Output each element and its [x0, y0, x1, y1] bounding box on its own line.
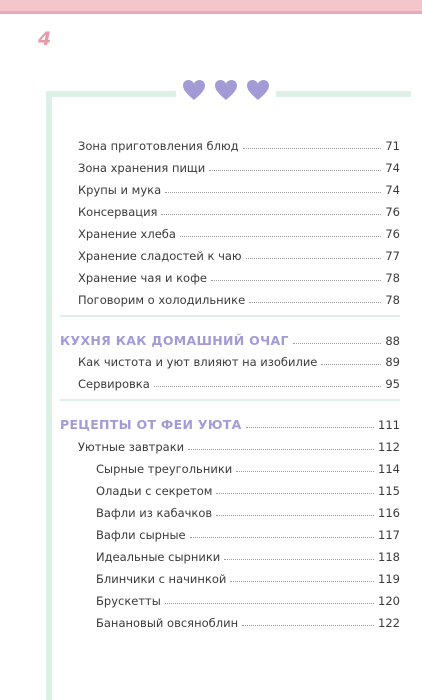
- toc-entry[interactable]: [78, 351, 400, 369]
- toc-entry[interactable]: [78, 267, 400, 285]
- toc-entry-page: 77: [385, 249, 400, 263]
- toc-entry[interactable]: [78, 201, 400, 219]
- heart-icon: [182, 79, 206, 101]
- toc-entry-title: Поговорим о холодильнике: [78, 293, 246, 307]
- toc-entry-page: 74: [385, 183, 400, 197]
- toc-subentry[interactable]: [96, 480, 400, 498]
- toc-entry-page: 95: [385, 377, 400, 391]
- dot-leader: [246, 427, 374, 428]
- toc-entry-title: Консервация: [78, 205, 158, 219]
- toc-entry-title: Вафли сырные: [96, 528, 186, 542]
- toc-subentry[interactable]: [96, 568, 400, 586]
- heart-icon: [214, 79, 238, 101]
- toc-subentry[interactable]: [96, 524, 400, 542]
- toc-entry-title: Уютные завтраки: [78, 440, 185, 454]
- dot-leader: [165, 192, 381, 193]
- toc-section[interactable]: [60, 414, 400, 432]
- toc-entry-page: 71: [385, 139, 400, 153]
- dot-leader: [243, 148, 382, 149]
- toc-subentry[interactable]: [96, 612, 400, 630]
- toc-section-title: КУХНЯ КАК ДОМАШНИЙ ОЧАГ: [60, 333, 289, 348]
- dot-leader: [293, 343, 382, 344]
- toc-entry-page: 74: [385, 161, 400, 175]
- dot-leader: [216, 493, 374, 494]
- heart-icon: [246, 79, 270, 101]
- hearts-ornament: [176, 79, 276, 107]
- toc-entry-title: Оладьи с секретом: [96, 484, 213, 498]
- toc-section-title: РЕЦЕПТЫ ОТ ФЕИ УЮТА: [60, 417, 242, 432]
- toc-entry[interactable]: [78, 223, 400, 241]
- toc-section-page: 111: [378, 418, 400, 432]
- toc-entry[interactable]: [78, 289, 400, 307]
- toc-entry-title: Банановый овсяноблин: [96, 616, 239, 630]
- dot-leader: [165, 603, 374, 604]
- dot-leader: [230, 581, 374, 582]
- dot-leader: [246, 258, 382, 259]
- toc-entry-page: 76: [385, 227, 400, 241]
- page-number: 4: [38, 28, 52, 50]
- toc-entry-page: 89: [385, 355, 400, 369]
- toc-entry-title: Как чистота и уют влияют на изобилие: [78, 355, 318, 369]
- toc-entry-page: 115: [378, 484, 400, 498]
- toc-entry-page: 76: [385, 205, 400, 219]
- toc-entry-title: Зона хранения пищи: [78, 161, 206, 175]
- dot-leader: [190, 537, 374, 538]
- toc-entry-title: Сервировка: [78, 377, 150, 391]
- toc-entry-page: 78: [385, 293, 400, 307]
- toc-entry-title: Сырные треугольники: [96, 462, 233, 476]
- toc-entry[interactable]: [78, 373, 400, 391]
- toc-entry-page: 119: [378, 572, 400, 586]
- toc-entry-page: 120: [378, 594, 400, 608]
- dot-leader: [180, 236, 381, 237]
- dot-leader: [236, 471, 374, 472]
- toc-entry-title: Хранение чая и кофе: [78, 271, 207, 285]
- toc-entry-title: Брускетты: [96, 594, 161, 608]
- toc-entry-title: Хранение хлеба: [78, 227, 176, 241]
- toc-entry-page: 117: [378, 528, 400, 542]
- toc-entry-title: Идеальные сырники: [96, 550, 221, 564]
- dot-leader: [154, 386, 382, 387]
- toc-entry[interactable]: [78, 135, 400, 153]
- toc-entry-title: Вафли из кабачков: [96, 506, 213, 520]
- toc-entry[interactable]: [78, 436, 400, 454]
- dot-leader: [209, 170, 381, 171]
- toc-entry[interactable]: [78, 179, 400, 197]
- dot-leader: [242, 625, 374, 626]
- toc-entry-page: 118: [378, 550, 400, 564]
- section-divider: [60, 315, 400, 317]
- toc-subentry[interactable]: [96, 546, 400, 564]
- toc-section[interactable]: [60, 330, 400, 348]
- toc-entry-page: 78: [385, 271, 400, 285]
- dot-leader: [188, 449, 374, 450]
- dot-leader: [224, 559, 374, 560]
- dot-leader: [321, 364, 381, 365]
- section-divider: [60, 399, 400, 401]
- dot-leader: [161, 214, 381, 215]
- toc-section-page: 88: [385, 334, 400, 348]
- top-decorative-strip: [0, 0, 422, 14]
- toc-entry[interactable]: [78, 245, 400, 263]
- toc-subentry[interactable]: [96, 590, 400, 608]
- toc-entry-title: Блинчики с начинкой: [96, 572, 227, 586]
- toc-entry-title: Хранение сладостей к чаю: [78, 249, 242, 263]
- toc-subentry[interactable]: [96, 502, 400, 520]
- dot-leader: [211, 280, 381, 281]
- toc-entry-page: 116: [378, 506, 400, 520]
- toc-entry-page: 122: [378, 616, 400, 630]
- dot-leader: [216, 515, 374, 516]
- toc-entry-title: Зона приготовления блюд: [78, 139, 239, 153]
- toc-subentry[interactable]: [96, 458, 400, 476]
- dot-leader: [249, 302, 381, 303]
- toc-entry[interactable]: [78, 157, 400, 175]
- toc-entry-page: 112: [378, 440, 400, 454]
- toc-entry-title: Крупы и мука: [78, 183, 162, 197]
- toc-entry-page: 114: [378, 462, 400, 476]
